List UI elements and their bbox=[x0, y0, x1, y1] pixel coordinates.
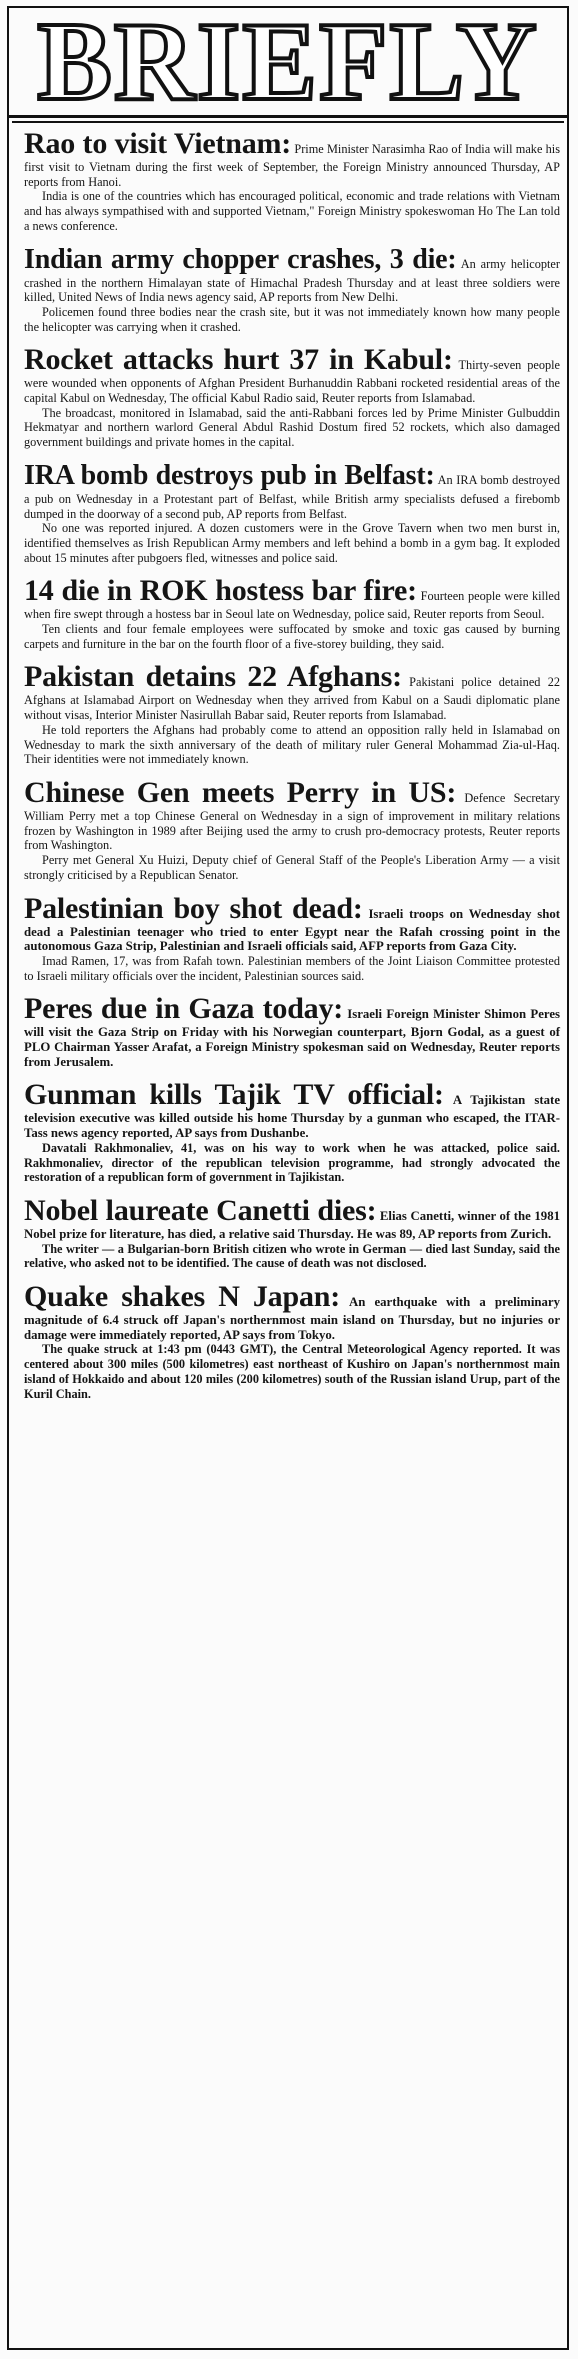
story-lead: An army helicopter crashed in the northern Himalayan state of Himachal Pradesh Thursday and at least three soldiers were killed, United News of India news agency said, AP reports from New Delhi. bbox=[24, 256, 560, 305]
story-headline: Pakistan detains 22 Afghans: bbox=[24, 660, 402, 694]
story-tajik-tv bbox=[24, 1079, 560, 1185]
story-pakistan-afghans bbox=[24, 661, 560, 767]
story-ira-bomb bbox=[24, 460, 560, 566]
masthead-banner bbox=[7, 6, 569, 118]
story-seoul-fire bbox=[24, 575, 560, 651]
story-paragraph: The writer — a Bulgarian-born British citizen who wrote in German — died last Sunday, said the relative, who asked not to be identified. The cause of death was not disclosed. bbox=[24, 1241, 560, 1271]
story-headline: Palestinian boy shot dead: bbox=[24, 891, 363, 925]
masthead-rule bbox=[12, 121, 564, 123]
story-lead: Defence Secretary William Perry met a top Chinese General on Wednesday in a sign of improvement in military relations frozen by Washington in 1989 after Beijing used the army to crush pro-democracy protests, Reuter reports from Washington. bbox=[24, 790, 560, 853]
story-palestinian-boy bbox=[24, 893, 560, 984]
story-paragraph: The broadcast, monitored in Islamabad, said the anti-Rabbani forces led by Prime Minister Gulbuddin Hekmatyar and northern warlord General Abdul Rashid Dostum fired 52 rockets, which also damaged government buildings and private homes in the capital. bbox=[24, 405, 560, 450]
story-lead: An IRA bomb destroyed a pub on Wednesday in a Protestant part of Belfast, while British army specialists defused a firebomb dumped in the doorway of a second pub, AP reports from Belfast. bbox=[24, 472, 560, 521]
story-lead: Fourteen people were killed when fire swept through a hostess bar in Seoul late on Wednesday, police said, Reuter reports from Seoul. bbox=[24, 589, 560, 622]
story-paragraph: Ten clients and four female employees were suffocated by smoke and toxic gas caused by burning carpets and furniture in the bar on the fourth floor of a five-storey building, they said. bbox=[24, 622, 560, 651]
story-canetti bbox=[24, 1195, 560, 1271]
story-japan-quake bbox=[24, 1281, 560, 1401]
story-lead: Thirty-seven people were wounded when opponents of Afghan President Burhanuddin Rabbani rocketed residential areas of the capital Kabul on Wednesday, The official Kabul Radio said, Reuter reports from Islamabad. bbox=[24, 358, 561, 406]
story-lead: Israeli Foreign Minister Shimon Peres will visit the Gaza Strip on Friday with his Norwegian counterpart, Bjorn Godal, as a guest of PLO Chairman Yasser Arafat, a Foreign Ministry spokesman said on Wednesday, Reuter reports from Jerusalem. bbox=[24, 1007, 560, 1069]
masthead-title: BRIEFLY bbox=[37, 6, 539, 118]
story-lead: An earthquake with a preliminary magnitude of 6.4 struck off Japan's northernmost main island on Thursday, but no injuries or damage were immediately reported, AP says from Tokyo. bbox=[24, 1295, 560, 1342]
story-paragraph: The quake struck at 1:43 pm (0443 GMT), the Central Meteorological Agency reported. It was centered about 300 miles (500 kilometres) east northeast of Kushiro on Japan's northernmost main island of Hokkaido and about 120 miles (200 kilometres) south of the Russian island Urup, part of the Kuril Chain. bbox=[24, 1342, 560, 1401]
story-lead: Prime Minister Narasimha Rao of India will make his first visit to Vietnam during the first week of September, the Foreign Ministry announced Thursday, AP reports from Hanoi. bbox=[24, 142, 561, 189]
story-lead: Elias Canetti, winner of the 1981 Nobel prize for literature, has died, a relative said Thursday. He was 89, AP reports from Zurich. bbox=[24, 1208, 560, 1241]
story-chinese-general bbox=[24, 777, 560, 883]
story-paragraph: Policemen found three bodies near the crash site, but it was not immediately known how many people the helicopter was carrying when it crashed. bbox=[24, 304, 560, 334]
story-headline: Chinese Gen meets Perry in US: bbox=[24, 775, 457, 809]
story-peres-gaza bbox=[24, 993, 560, 1069]
story-lead: Pakistani police detained 22 Afghans at Islamabad Airport on Wednesday when they arrived from Kabul on a Saudi diplomatic plane without visas, Interior Minister Nasirullah Babar said, Reuter reports from Islamabad. bbox=[24, 675, 560, 723]
story-paragraph: No one was reported injured. A dozen customers were in the Grove Tavern when two men burst in, identified themselves as Irish Republican Army members and left behind a bomb in a gym bag. It exploded about 15 minutes after pubgoers fled, witnesses and police said. bbox=[24, 521, 560, 565]
story-headline: 14 die in ROK hostess bar fire: bbox=[24, 574, 417, 608]
story-rao-vietnam bbox=[24, 128, 560, 234]
story-lead: Israeli troops on Wednesday shot dead a Palestinian teenager who tried to enter Egypt near the Rafah crossing point in the autonomous Gaza Strip, Palestinian and Israeli officials said, AFP reports from Gaza City. bbox=[24, 906, 560, 954]
story-headline: Rocket attacks hurt 37 in Kabul: bbox=[24, 343, 453, 377]
story-headline: IRA bomb destroys pub in Belfast: bbox=[24, 459, 435, 491]
story-column bbox=[24, 128, 560, 1411]
story-headline: Peres due in Gaza today: bbox=[24, 992, 344, 1026]
story-headline: Rao to visit Vietnam: bbox=[24, 127, 292, 160]
story-headline: Gunman kills Tajik TV official: bbox=[24, 1078, 444, 1112]
story-paragraph: Imad Ramen, 17, was from Rafah town. Palestinian members of the Joint Liaison Committee protested to Israeli military officials over the incident, Palestinian sources said. bbox=[24, 953, 560, 983]
story-paragraph: India is one of the countries which has encouraged political, economic and trade relations with Vietnam and has always sympathised with and supported Vietnam," Foreign Ministry spokeswoman Ho The Lan told a news conference. bbox=[24, 189, 560, 233]
story-lead: A Tajikistan state television executive was killed outside his home Thursday by a gunman who escaped, the ITAR-Tass news agency reported, AP says from Dushanbe. bbox=[24, 1093, 560, 1141]
story-headline: Quake shakes N Japan: bbox=[24, 1280, 341, 1314]
story-chopper-crash bbox=[24, 244, 560, 335]
story-paragraph: Davatali Rakhmonaliev, 41, was on his way to work when he was attacked, police said. Rakhmonaliev, director of the republican television programme, had strongly advocated the restoration of a republican form of government in Tajikistan. bbox=[24, 1140, 560, 1185]
story-headline: Indian army chopper crashes, 3 die: bbox=[24, 243, 457, 275]
story-headline: Nobel laureate Canetti dies: bbox=[24, 1193, 377, 1227]
story-paragraph: He told reporters the Afghans had probably come to attend an opposition rally held in Islamabad on Wednesday to mark the sixth anniversary of the death of military ruler General Mohammad Zia-ul-Haq. Their identities were not immediately known. bbox=[24, 722, 560, 767]
story-kabul-rockets bbox=[24, 344, 560, 450]
story-paragraph: Perry met General Xu Huizi, Deputy chief of General Staff of the People's Liberation Army — a visit strongly criticised by a Republican Senator. bbox=[24, 853, 560, 882]
